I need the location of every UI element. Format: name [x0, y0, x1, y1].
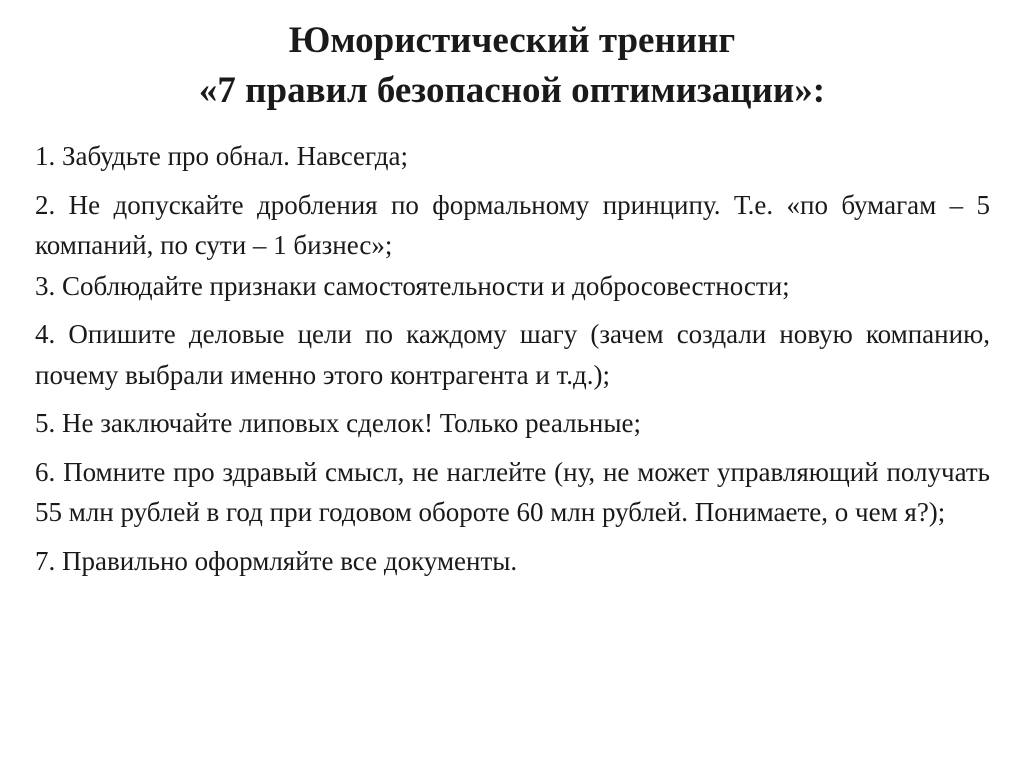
rule-7: 7. Правильно оформляйте все документы.: [35, 545, 518, 576]
rule-6: 6. Помните про здравый смысл, не наглейте (ну, не может управляющий получать 55 млн рублей в год при годовом обороте 60 млн рублей. Понимаете, о чем я?);: [35, 456, 990, 527]
rules-list: [35, 136, 990, 589]
slide-title: [0, 16, 1024, 116]
title-line-1: Юмористический тренинг: [288, 20, 736, 61]
rule-3: 3. Соблюдайте признаки самостоятельности и добросовестности;: [35, 270, 790, 301]
rule-2: 2. Не допускайте дробления по формальному принципу. Т.е. «по бумагам – 5 компаний, по сути – 1 бизнес»;: [35, 189, 990, 260]
title-line-2: «7 правил безопасной оптимизации»:: [198, 70, 826, 111]
rule-4: 4. Опишите деловые цели по каждому шагу (зачем создали новую компанию, почему выбрали именно этого контрагента и т.д.);: [35, 319, 990, 390]
rule-1: 1. Забудьте про обнал. Навсегда;: [35, 141, 408, 171]
rule-5: 5. Не заключайте липовых сделок! Только реальные;: [35, 408, 641, 438]
